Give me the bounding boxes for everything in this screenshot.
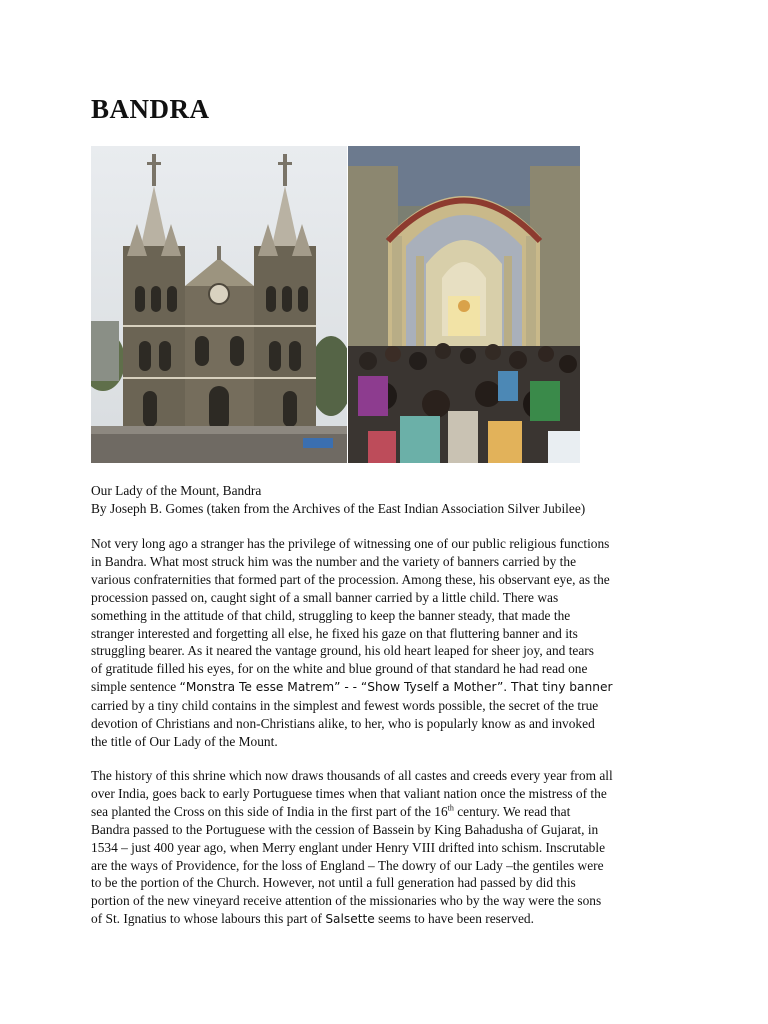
text-segment: seems to have been reserved. <box>374 911 534 927</box>
text-line: are the ways of Providence, for the loss of England – The dowry of our Lady –the gentiles were <box>91 857 604 873</box>
text-line: various confraternities that formed part of the procession. Among these, his observant eye, as the <box>91 571 610 587</box>
latin-motto-quote: “Monstra Te esse Matrem” - - “Show Tyself a Mother”. That tiny banner <box>179 680 613 695</box>
ordinal-suffix: th <box>447 803 454 813</box>
paragraph-1 <box>91 535 691 751</box>
page-title: BANDRA <box>91 94 210 124</box>
text-line: to be the portion of the Church. However, not until a full generation had passed by did this <box>91 875 576 891</box>
place-name: Salsette <box>325 912 375 927</box>
text-line: portion of the new vineyard receive attention of the missionaries who by the way were the sons <box>91 893 602 909</box>
text-line: Bandra passed to the Portuguese with the cession of Bassein by King Bahadusha of Gujarat, in <box>91 821 599 837</box>
text-line <box>91 803 691 821</box>
paragraph-2 <box>91 767 691 929</box>
photo-caption <box>91 482 691 518</box>
text-line: procession passed on, caught sight of a small banner carried by a little child. There was <box>91 589 559 605</box>
church-exterior-illustration <box>91 146 347 463</box>
text-segment: simple sentence <box>91 679 180 695</box>
text-line: something in the attitude of that child, struggling to keep the banner steady, that made the <box>91 607 571 623</box>
text-segment: century. We read that <box>453 803 571 819</box>
church-exterior-photo <box>91 146 347 463</box>
text-line: The history of this shrine which now draws thousands of all castes and creeds every year from all <box>91 768 613 783</box>
text-line: struggling bearer. As it neared the vantage ground, his old heart leaped for sheer joy, and tears <box>91 643 594 659</box>
text-segment: of St. Ignatius to whose labours this part of <box>91 911 326 927</box>
text-line <box>91 678 691 697</box>
text-line <box>91 910 691 929</box>
text-line: 1534 – just 400 year ago, when Merry englant under Henry VIII drifted into schism. Inscrutable <box>91 839 606 855</box>
church-interior-illustration <box>348 146 580 463</box>
church-interior-photo <box>348 146 580 463</box>
text-line: carried by a tiny child contains in the simplest and fewest words possible, the secret of the true <box>91 698 599 714</box>
text-line: stranger interested and forgetting all else, he fixed his gaze on that fluttering banner and its <box>91 625 578 641</box>
text-line: devotion of Christians and non-Christians alike, to her, who is popularly know as and invoked <box>91 716 595 732</box>
text-line: in Bandra. What most struck him was the number and the variety of banners carried by the <box>91 553 577 569</box>
text-line: the title of Our Lady of the Mount. <box>91 733 278 749</box>
text-line: over India, goes back to early Portuguese times when that valiant nation once the mistress of the <box>91 785 607 801</box>
caption-byline: By Joseph B. Gomes (taken from the Archives of the East Indian Association Silver Jubilee) <box>91 500 586 516</box>
caption-title: Our Lady of the Mount, Bandra <box>91 483 262 498</box>
text-line: Not very long ago a stranger has the privilege of witnessing one of our public religious functions <box>91 536 610 551</box>
text-segment: sea planted the Cross on this side of India in the first part of the 16 <box>91 803 448 819</box>
text-line: of gratitude filled his eyes, for on the white and blue ground of that standard he had read one <box>91 661 588 677</box>
